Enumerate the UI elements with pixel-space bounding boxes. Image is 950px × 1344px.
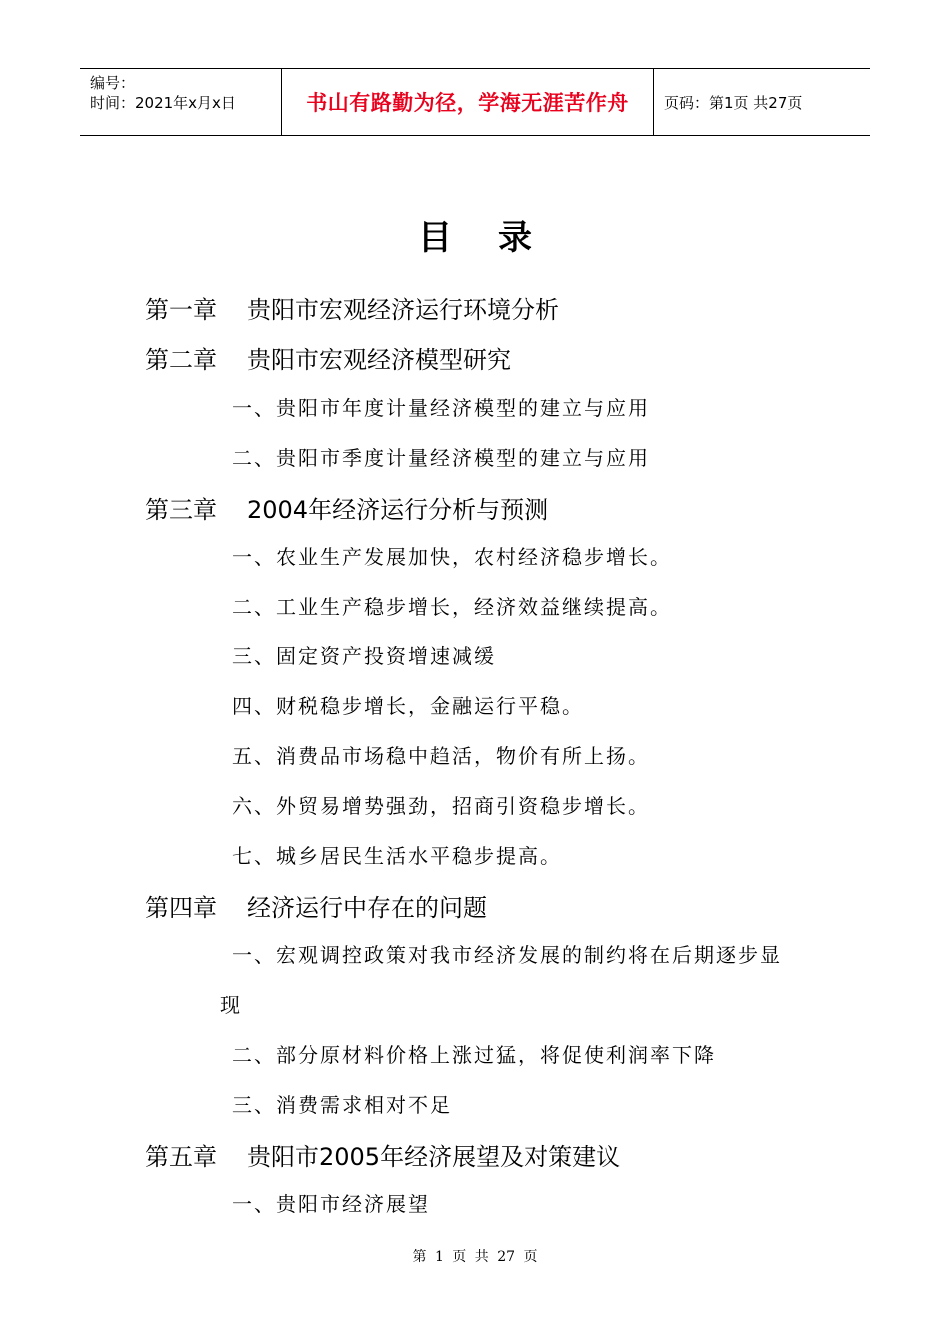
- chapter-title: 贵阳市宏观经济运行环境分析: [247, 296, 559, 324]
- chapter-number: 第一章: [145, 296, 217, 324]
- date-label: 时间：2021年x月x日: [90, 94, 236, 112]
- toc-section-entry: 五、消费品市场稳中趋活，物价有所上扬。: [232, 744, 650, 768]
- toc-chapter-entry: [145, 890, 487, 926]
- toc-section-entry: 七、城乡居民生活水平稳步提高。: [232, 844, 562, 868]
- toc-section-entry: 二、贵阳市季度计量经济模型的建立与应用: [232, 446, 650, 470]
- chapter-title: 经济运行中存在的问题: [247, 894, 487, 922]
- toc-section-entry: 一、农业生产发展加快，农村经济稳步增长。: [232, 545, 672, 569]
- toc-section-entry: 四、财税稳步增长，金融运行平稳。: [232, 694, 584, 718]
- toc-section-entry: 一、贵阳市经济展望: [232, 1192, 430, 1216]
- header-motto: 书山有路勤为径，学海无涯苦作舟: [282, 69, 654, 135]
- toc-title: 目录: [418, 218, 578, 258]
- toc-section-entry: 三、固定资产投资增速减缓: [232, 644, 496, 668]
- toc-chapter-entry: [145, 342, 511, 378]
- document-header: [80, 68, 870, 136]
- chapter-number: 第五章: [145, 1143, 217, 1171]
- toc-section-entry: 二、工业生产稳步增长，经济效益继续提高。: [232, 595, 672, 619]
- chapter-title: 贵阳市2005年经济展望及对策建议: [247, 1143, 621, 1171]
- chapter-title: 贵阳市宏观经济模型研究: [247, 346, 511, 374]
- page-footer: 第 1 页 共 27 页: [412, 1249, 538, 1265]
- header-page-info: 页码：第1页 共27页: [664, 93, 803, 112]
- header-meta-cell: [80, 69, 282, 135]
- toc-chapter-entry: [145, 492, 548, 528]
- toc-section-entry: 三、消费需求相对不足: [232, 1093, 452, 1117]
- chapter-number: 第四章: [145, 894, 217, 922]
- toc-section-entry: 一、贵阳市年度计量经济模型的建立与应用: [232, 396, 650, 420]
- toc-section-entry: 现: [220, 993, 242, 1017]
- toc-chapter-entry: [145, 292, 559, 328]
- toc-section-entry: 一、宏观调控政策对我市经济发展的制约将在后期逐步显: [232, 943, 782, 967]
- chapter-title: 2004年经济运行分析与预测: [247, 496, 549, 524]
- chapter-number: 第三章: [145, 496, 217, 524]
- toc-section-entry: 二、部分原材料价格上涨过猛，将促使利润率下降: [232, 1043, 716, 1067]
- serial-number-label: 编号：: [90, 74, 136, 92]
- toc-chapter-entry: [145, 1139, 620, 1175]
- chapter-number: 第二章: [145, 346, 217, 374]
- toc-section-entry: 六、外贸易增势强劲，招商引资稳步增长。: [232, 794, 650, 818]
